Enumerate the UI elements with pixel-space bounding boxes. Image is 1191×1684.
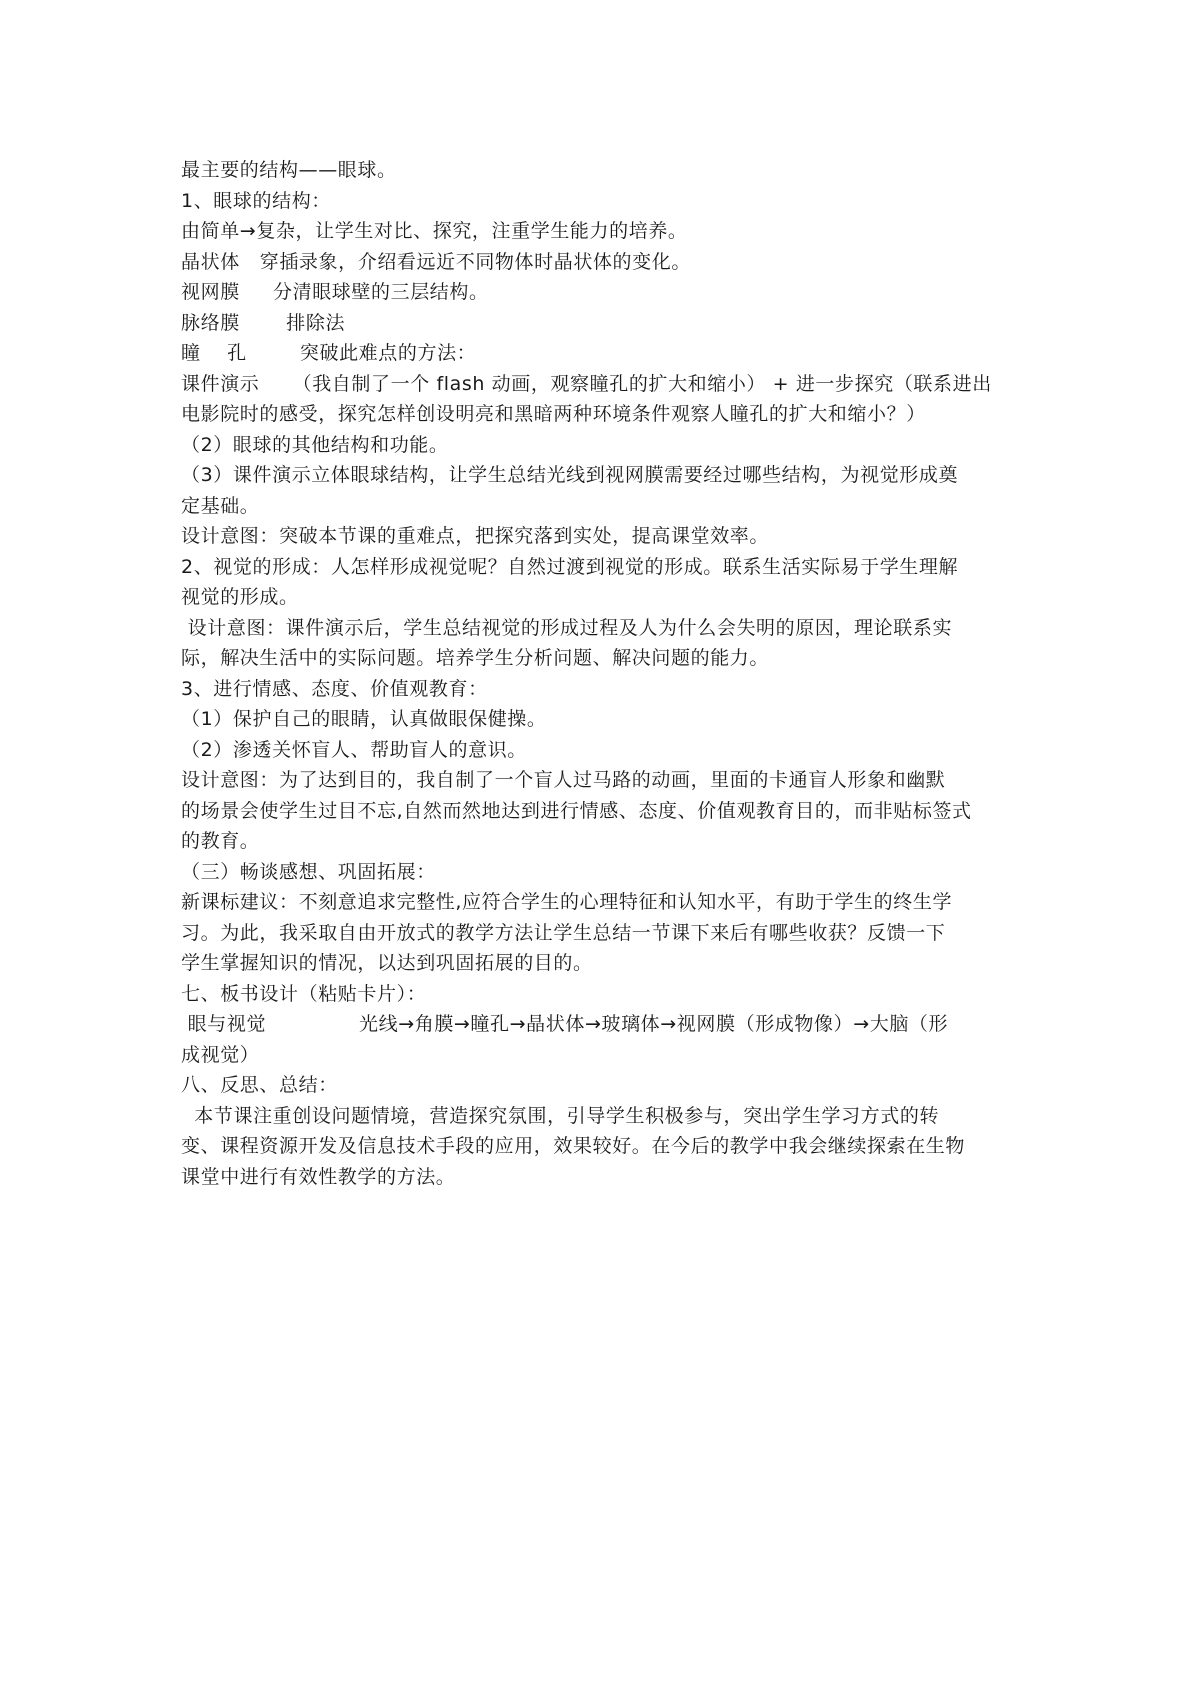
text-line: （2）眼球的其他结构和功能。	[181, 433, 449, 456]
section-heading: 八、反思、总结：	[181, 1074, 338, 1096]
text-line: 设计意图：突破本节课的重难点，把探究落到实处，提高课堂效率。	[181, 525, 770, 547]
text-line: （2）渗透关怀盲人、帮助盲人的意识。	[181, 738, 527, 761]
section-heading: 七、板书设计（粘贴卡片）：	[181, 982, 427, 1005]
text-line: 最主要的结构——眼球。	[181, 159, 397, 181]
text-line: 脉络膜 排除法	[181, 311, 346, 334]
section-heading: （三）畅谈感想、巩固拓展：	[181, 860, 436, 883]
text-line: 课堂中进行有效性教学的方法。	[181, 1165, 456, 1188]
section-heading: 3、进行情感、态度、价值观教育：	[181, 677, 488, 700]
text-line: 课件演示 （我自制了一个 flash 动画，观察瞳孔的扩大和缩小） + 进一步探究（联系进出	[181, 372, 992, 395]
text-line: 定基础。	[181, 494, 260, 517]
text-line: 本节课注重创设问题情境，营造探究氛围，引导学生积极参与，突出学生学习方式的转	[181, 1104, 940, 1127]
text-line: 瞳 孔 突破此难点的方法：	[181, 342, 477, 364]
text-line: 习。为此，我采取自由开放式的教学方法让学生总结一节课下来后有哪些收获？反馈一下	[181, 921, 946, 944]
text-line: 际，解决生活中的实际问题。培养学生分析问题、解决问题的能力。	[181, 647, 770, 669]
text-line: 新课标建议：不刻意追求完整性,应符合学生的心理特征和认知水平，有助于学生的终生学	[181, 891, 953, 913]
section-heading: 2、视觉的形成：人怎样形成视觉呢？自然过渡到视觉的形成。联系生活实际易于学生理解	[181, 555, 959, 578]
section-heading: 1、眼球的结构：	[181, 189, 331, 212]
document-body	[181, 155, 1017, 1192]
text-line: 设计意图：为了达到目的，我自制了一个盲人过马路的动画，里面的卡通盲人形象和幽默	[181, 769, 946, 791]
text-line: 视网膜 分清眼球壁的三层结构。	[181, 281, 489, 303]
text-line: 视觉的形成。	[181, 586, 299, 608]
text-line: 眼与视觉 光线→角膜→瞳孔→晶状体→玻璃体→视网膜（形成物像）→大脑（形	[181, 1013, 949, 1035]
text-line: 设计意图：课件演示后，学生总结视觉的形成过程及人为什么会失明的原因，理论联系实	[181, 616, 953, 639]
text-line: 成视觉）	[181, 1043, 260, 1066]
text-line: 电影院时的感受，探究怎样创设明亮和黑暗两种环境条件观察人瞳孔的扩大和缩小？）	[181, 403, 926, 425]
text-line: 晶状体 穿插录象，介绍看远近不同物体时晶状体的变化。	[181, 250, 691, 273]
text-line: （1）保护自己的眼睛，认真做眼保健操。	[181, 708, 547, 730]
text-line: 变、课程资源开发及信息技术手段的应用，效果较好。在今后的教学中我会继续探索在生物	[181, 1135, 966, 1157]
text-line: 学生掌握知识的情况，以达到巩固拓展的目的。	[181, 952, 593, 974]
text-line: 由简单→复杂，让学生对比、探究，注重学生能力的培养。	[181, 220, 688, 242]
text-line: （3）课件演示立体眼球结构，让学生总结光线到视网膜需要经过哪些结构，为视觉形成奠	[181, 464, 959, 486]
text-line: 的场景会使学生过目不忘,自然而然地达到进行情感、态度、价值观教育目的，而非贴标签式	[181, 799, 972, 822]
text-line: 的教育。	[181, 830, 260, 852]
